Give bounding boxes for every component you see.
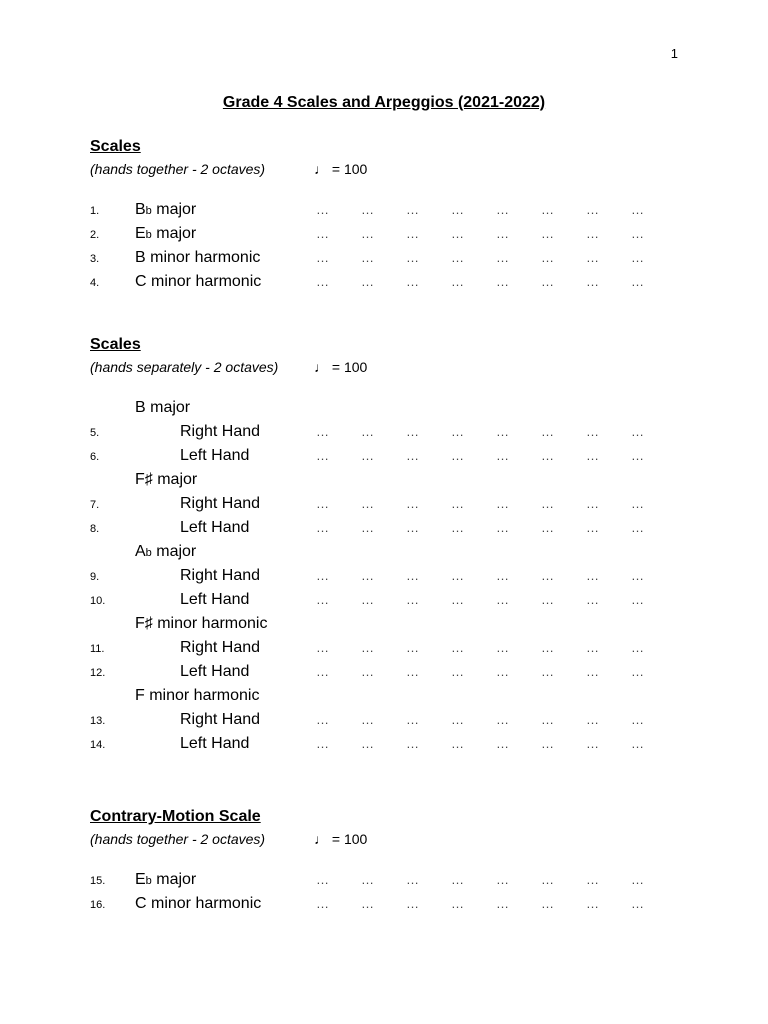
practice-dot: … — [496, 250, 509, 265]
practice-dot: … — [406, 274, 419, 289]
practice-tracker — [316, 198, 656, 222]
practice-dot: … — [496, 664, 509, 679]
exercise-number: 13. — [90, 715, 106, 727]
exercise-list — [90, 868, 690, 916]
flat-accidental: b — [145, 547, 152, 559]
scale-quality: major — [151, 225, 197, 242]
practice-dot: … — [406, 592, 419, 607]
practice-dot: … — [541, 520, 554, 535]
note-name: C minor harmonic — [135, 895, 262, 912]
practice-dot: … — [451, 424, 464, 439]
practice-dot: … — [496, 896, 509, 911]
practice-dot: … — [586, 872, 599, 887]
exercise-label — [180, 420, 260, 444]
practice-dot: … — [316, 520, 329, 535]
practice-dot: … — [496, 226, 509, 241]
practice-dot: … — [496, 712, 509, 727]
practice-dot: … — [631, 448, 644, 463]
scale-group-heading — [90, 684, 690, 708]
scale-group-heading — [90, 396, 690, 420]
practice-dot: … — [316, 896, 329, 911]
section-note — [90, 158, 690, 180]
practice-dot: … — [451, 640, 464, 655]
practice-dot: … — [451, 448, 464, 463]
practice-dot: … — [451, 664, 464, 679]
exercise-row — [90, 246, 690, 270]
practice-dot: … — [316, 202, 329, 217]
page-title: Grade 4 Scales and Arpeggios (2021-2022) — [222, 94, 546, 111]
practice-dot: … — [451, 274, 464, 289]
exercise-number: 9. — [90, 571, 100, 583]
scale-group-heading — [90, 612, 690, 636]
practice-dot: … — [451, 872, 464, 887]
practice-dot: … — [541, 896, 554, 911]
tempo-marking: ♩ = 100 — [314, 831, 368, 847]
practice-dot: … — [496, 568, 509, 583]
practice-dot: … — [586, 736, 599, 751]
practice-dot: … — [316, 448, 329, 463]
practice-dot: … — [361, 712, 374, 727]
practice-dot: … — [496, 496, 509, 511]
section-heading: Contrary-Motion Scale — [90, 808, 261, 825]
practice-dot: … — [631, 872, 644, 887]
practice-tracker — [316, 444, 656, 468]
practice-tracker — [316, 588, 656, 612]
practice-tracker — [316, 516, 656, 540]
practice-dot: … — [586, 896, 599, 911]
practice-dot: … — [361, 896, 374, 911]
exercise-row — [90, 708, 690, 732]
practice-tracker — [316, 868, 656, 892]
exercise-row — [90, 588, 690, 612]
practice-dot: … — [316, 250, 329, 265]
scale-quality: major — [151, 543, 197, 560]
exercise-label — [180, 564, 260, 588]
note-name: Left Hand — [180, 447, 250, 464]
practice-dot: … — [316, 592, 329, 607]
practice-dot: … — [541, 226, 554, 241]
practice-dot: … — [631, 592, 644, 607]
practice-dot: … — [631, 712, 644, 727]
practice-dot: … — [361, 520, 374, 535]
note-name: Left Hand — [180, 519, 250, 536]
practice-dot: … — [316, 274, 329, 289]
practice-dot: … — [451, 568, 464, 583]
practice-dot: … — [496, 424, 509, 439]
exercise-row — [90, 420, 690, 444]
practice-dot: … — [406, 424, 419, 439]
section-scales-hands-together — [90, 136, 690, 294]
practice-dot: … — [541, 424, 554, 439]
section-note-text: (hands together - 2 octaves) — [90, 161, 266, 177]
note-name: C minor harmonic — [135, 273, 262, 290]
practice-dot: … — [406, 496, 419, 511]
page-number: 1 — [670, 46, 678, 61]
practice-dot: … — [406, 448, 419, 463]
practice-tracker — [316, 636, 656, 660]
exercise-row — [90, 198, 690, 222]
exercise-number: 16. — [90, 899, 106, 911]
note-name: Left Hand — [180, 735, 250, 752]
practice-dot: … — [631, 424, 644, 439]
practice-dot: … — [586, 274, 599, 289]
practice-dot: … — [361, 274, 374, 289]
exercise-label — [135, 270, 261, 294]
practice-dot: … — [316, 712, 329, 727]
practice-dot: … — [541, 664, 554, 679]
exercise-label — [180, 660, 249, 684]
note-name: A — [135, 543, 146, 560]
exercise-label — [180, 492, 260, 516]
section-note-text: (hands separately - 2 octaves) — [90, 359, 279, 375]
practice-dot: … — [586, 664, 599, 679]
practice-dot: … — [496, 448, 509, 463]
practice-dot: … — [586, 520, 599, 535]
note-name: Right Hand — [180, 567, 261, 584]
practice-dot: … — [586, 424, 599, 439]
practice-dot: … — [361, 424, 374, 439]
flat-accidental: b — [145, 205, 152, 217]
section-note — [90, 356, 690, 378]
exercise-row — [90, 492, 690, 516]
note-name: Left Hand — [180, 591, 250, 608]
practice-dot: … — [406, 640, 419, 655]
exercise-label — [135, 612, 267, 636]
practice-tracker — [316, 492, 656, 516]
exercise-label — [135, 222, 196, 247]
exercise-number: 2. — [90, 229, 100, 241]
practice-tracker — [316, 564, 656, 588]
practice-dot: … — [316, 568, 329, 583]
practice-dot: … — [631, 736, 644, 751]
section-heading: Scales — [90, 336, 141, 353]
practice-dot: … — [541, 496, 554, 511]
exercise-number: 14. — [90, 739, 106, 751]
section-heading: Scales — [90, 138, 141, 155]
practice-tracker — [316, 732, 656, 756]
practice-dot: … — [541, 448, 554, 463]
practice-dot: … — [496, 736, 509, 751]
exercise-label — [180, 444, 249, 468]
scale-quality: major — [151, 201, 197, 218]
practice-dot: … — [541, 592, 554, 607]
exercise-row — [90, 444, 690, 468]
practice-dot: … — [316, 496, 329, 511]
note-name: Right Hand — [180, 711, 261, 728]
practice-dot: … — [451, 736, 464, 751]
practice-dot: … — [586, 568, 599, 583]
practice-dot: … — [541, 274, 554, 289]
section-scales-hands-separately — [90, 334, 690, 756]
practice-dot: … — [406, 736, 419, 751]
note-name: Right Hand — [180, 639, 261, 656]
practice-dot: … — [451, 250, 464, 265]
practice-dot: … — [586, 640, 599, 655]
practice-dot: … — [406, 568, 419, 583]
exercise-number: 1. — [90, 205, 100, 217]
practice-dot: … — [631, 896, 644, 911]
section-note — [90, 828, 690, 850]
practice-dot: … — [406, 872, 419, 887]
note-name: B major — [135, 399, 191, 416]
practice-tracker — [316, 892, 656, 916]
scale-group-heading — [90, 468, 690, 492]
practice-dot: … — [541, 736, 554, 751]
practice-dot: … — [316, 736, 329, 751]
practice-dot: … — [496, 872, 509, 887]
exercise-label — [135, 684, 259, 708]
practice-dot: … — [631, 202, 644, 217]
note-name: F♯ minor harmonic — [135, 615, 268, 632]
exercise-label — [180, 588, 249, 612]
practice-dot: … — [316, 226, 329, 241]
practice-dot: … — [496, 520, 509, 535]
practice-dot: … — [451, 496, 464, 511]
practice-dot: … — [406, 664, 419, 679]
practice-dot: … — [361, 226, 374, 241]
practice-dot: … — [631, 274, 644, 289]
exercise-number: 10. — [90, 595, 106, 607]
exercise-label — [135, 868, 196, 893]
practice-dot: … — [451, 520, 464, 535]
exercise-list — [90, 198, 690, 294]
practice-dot: … — [631, 664, 644, 679]
flat-accidental: b — [145, 875, 152, 887]
exercise-label — [135, 246, 260, 270]
note-name: E — [135, 225, 146, 242]
practice-dot: … — [586, 448, 599, 463]
exercise-label — [135, 468, 197, 492]
exercise-row — [90, 222, 690, 246]
note-name: Right Hand — [180, 495, 261, 512]
tempo-marking: ♩ = 100 — [314, 161, 368, 177]
practice-dot: … — [586, 202, 599, 217]
practice-dot: … — [361, 640, 374, 655]
practice-dot: … — [586, 712, 599, 727]
practice-dot: … — [406, 712, 419, 727]
exercise-number: 4. — [90, 277, 100, 289]
note-name: B minor harmonic — [135, 249, 261, 266]
practice-dot: … — [496, 202, 509, 217]
practice-dot: … — [361, 736, 374, 751]
exercise-row — [90, 270, 690, 294]
practice-dot: … — [361, 448, 374, 463]
practice-dot: … — [541, 568, 554, 583]
exercise-label — [180, 636, 260, 660]
exercise-row — [90, 636, 690, 660]
practice-dot: … — [631, 496, 644, 511]
scale-quality: major — [151, 871, 197, 888]
practice-dot: … — [586, 496, 599, 511]
practice-tracker — [316, 246, 656, 270]
practice-dot: … — [451, 202, 464, 217]
practice-dot: … — [361, 496, 374, 511]
note-name: F♯ major — [135, 471, 198, 488]
exercise-number: 3. — [90, 253, 100, 265]
practice-dot: … — [451, 592, 464, 607]
practice-dot: … — [361, 664, 374, 679]
exercise-number: 8. — [90, 523, 100, 535]
exercise-row — [90, 516, 690, 540]
exercise-label — [135, 540, 196, 565]
practice-dot: … — [586, 592, 599, 607]
exercise-label — [135, 892, 261, 916]
practice-dot: … — [361, 568, 374, 583]
practice-tracker — [316, 222, 656, 246]
practice-dot: … — [496, 640, 509, 655]
scale-group-heading — [90, 540, 690, 564]
practice-dot: … — [406, 202, 419, 217]
practice-dot: … — [316, 872, 329, 887]
exercise-row — [90, 892, 690, 916]
note-name: E — [135, 871, 146, 888]
exercise-label — [180, 708, 260, 732]
note-name: Left Hand — [180, 663, 250, 680]
tempo-marking: ♩ = 100 — [314, 359, 368, 375]
practice-dot: … — [631, 226, 644, 241]
practice-dot: … — [586, 250, 599, 265]
exercise-number: 12. — [90, 667, 106, 679]
practice-dot: … — [451, 896, 464, 911]
flat-accidental: b — [145, 229, 152, 241]
practice-dot: … — [316, 424, 329, 439]
practice-dot: … — [586, 226, 599, 241]
exercise-number: 7. — [90, 499, 100, 511]
practice-dot: … — [541, 202, 554, 217]
practice-dot: … — [316, 664, 329, 679]
exercise-label — [180, 732, 249, 756]
note-name: F minor harmonic — [135, 687, 260, 704]
practice-tracker — [316, 270, 656, 294]
practice-dot: … — [496, 274, 509, 289]
practice-dot: … — [406, 896, 419, 911]
practice-dot: … — [631, 568, 644, 583]
practice-dot: … — [631, 250, 644, 265]
exercise-number: 11. — [90, 643, 105, 655]
exercise-number: 15. — [90, 875, 106, 887]
practice-dot: … — [451, 226, 464, 241]
exercise-label — [135, 198, 196, 223]
practice-dot: … — [406, 226, 419, 241]
practice-tracker — [316, 420, 656, 444]
exercise-label — [180, 516, 249, 540]
exercise-number: 5. — [90, 427, 100, 439]
exercise-row — [90, 732, 690, 756]
exercise-row — [90, 564, 690, 588]
practice-dot: … — [631, 520, 644, 535]
practice-tracker — [316, 660, 656, 684]
note-name: Right Hand — [180, 423, 261, 440]
practice-tracker — [316, 708, 656, 732]
exercise-row — [90, 868, 690, 892]
practice-dot: … — [361, 592, 374, 607]
practice-dot: … — [451, 712, 464, 727]
section-contrary-motion — [90, 806, 690, 916]
section-note-text: (hands together - 2 octaves) — [90, 831, 266, 847]
exercise-row — [90, 660, 690, 684]
practice-dot: … — [541, 640, 554, 655]
note-name: B — [135, 201, 146, 218]
practice-dot: … — [496, 592, 509, 607]
practice-dot: … — [406, 250, 419, 265]
practice-dot: … — [316, 640, 329, 655]
practice-dot: … — [541, 712, 554, 727]
exercise-list — [90, 396, 690, 756]
practice-dot: … — [541, 872, 554, 887]
practice-dot: … — [406, 520, 419, 535]
practice-dot: … — [361, 202, 374, 217]
practice-dot: … — [361, 872, 374, 887]
exercise-label — [135, 396, 190, 420]
practice-dot: … — [541, 250, 554, 265]
practice-dot: … — [631, 640, 644, 655]
exercise-number: 6. — [90, 451, 100, 463]
practice-dot: … — [361, 250, 374, 265]
